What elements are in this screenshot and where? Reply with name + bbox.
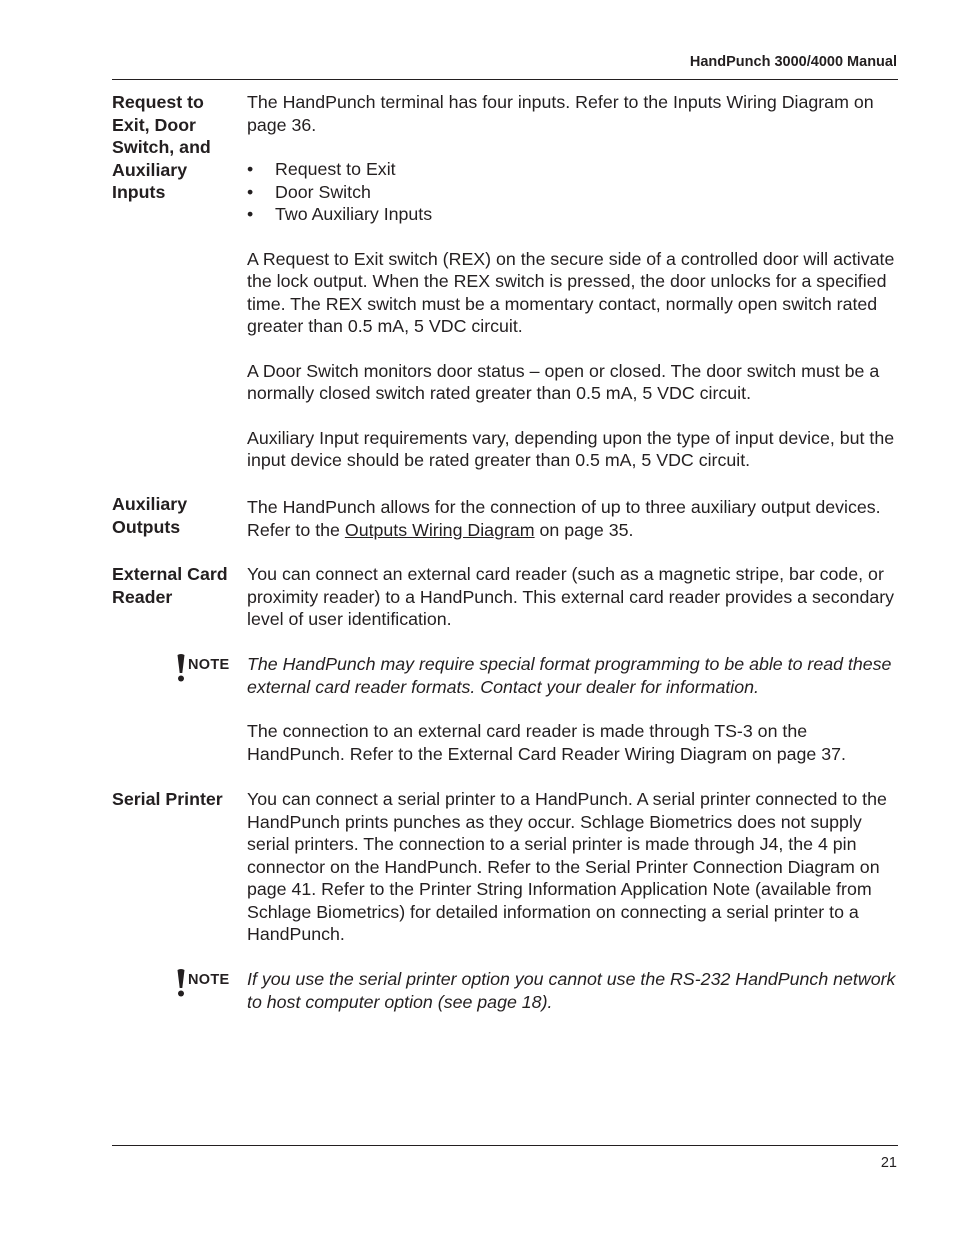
footer-rule: [112, 1145, 898, 1146]
note-text: The HandPunch may require special format programming to be able to read these external card reader formats. Contact your dealer for information.: [247, 654, 892, 697]
section-heading-outputs: Auxiliary Outputs: [112, 494, 188, 537]
card-reader-paragraph-1: You can connect an external card reader (such as a magnetic stripe, bar code, or proximity reader) to a HandPunch. This external card reader provides a secondary level of user identification.: [247, 564, 895, 629]
card-reader-paragraph-2: The connection to an external card reader is made through TS-3 on the HandPunch. Refer to the External Card Reader Wiring Diagram on page 37.: [247, 721, 846, 764]
note-marker: [176, 968, 246, 998]
exclamation-icon: [176, 968, 186, 998]
list-item: • Two Auxiliary Inputs: [247, 203, 902, 226]
section-body-inputs: [247, 91, 902, 472]
section-body-card-reader: [247, 563, 902, 631]
door-switch-paragraph: A Door Switch monitors door status – open or closed. The door switch must be a normally closed switch rated greater than 0.5 mA, 5 VDC circuit.: [247, 360, 880, 403]
rex-paragraph: A Request to Exit switch (REX) on the secure side of a controlled door will activate the lock output. When the REX switch is pressed, the door unlocks for a specified time. The REX switch must be a momentary contact, normally open switch rated greater than 0.5 mA, 5 VDC circuit.: [247, 248, 895, 336]
note-marker: [176, 653, 246, 683]
aux-input-paragraph: Auxiliary Input requirements vary, depending upon the type of input device, but the input device should be rated greater than 0.5 mA, 5 VDC circuit.: [247, 427, 895, 470]
list-item: • Request to Exit: [247, 158, 902, 181]
printer-paragraph: You can connect a serial printer to a HandPunch. A serial printer connected to the HandPunch prints punches as they occur. Schlage Biometrics does not supply serial printers. The connection to a serial printer is made through J4, the 4 pin connector on the HandPunch. Refer to the Serial Printer Connection Diagram on page 41. Refer to the Printer String Information Application Note (available from Schlage Biometrics) for detailed information on connecting a serial printer to a HandPunch.: [247, 789, 887, 944]
outputs-paragraph: [247, 496, 902, 541]
section-body-outputs: [247, 496, 902, 541]
note-label: NOTE: [188, 657, 230, 673]
inputs-intro: The HandPunch terminal has four inputs. Refer to the Inputs Wiring Diagram on page 36.: [247, 92, 874, 135]
outputs-text-after: on page 35.: [534, 519, 634, 540]
section-heading-inputs: Request to Exit, Door Switch, and Auxiliary Inputs: [112, 92, 211, 202]
exclamation-icon: [176, 653, 186, 683]
section-heading-printer: Serial Printer: [112, 789, 223, 809]
section-heading-card-reader: External Card Reader: [112, 564, 228, 607]
inputs-list: [247, 158, 902, 226]
list-item: • Door Switch: [247, 181, 902, 204]
page-number: 21: [880, 1155, 897, 1171]
header-rule: [112, 79, 898, 80]
section-body-printer: [247, 788, 902, 946]
note-label: NOTE: [188, 972, 230, 988]
outputs-text-before: The HandPunch allows for the connection of up to three auxiliary output devices. Refer to the: [247, 497, 881, 540]
manual-title: HandPunch 3000/4000 Manual: [689, 54, 897, 70]
note-text: If you use the serial printer option you cannot use the RS-232 HandPunch network to host computer option (see page 18).: [247, 969, 896, 1012]
outputs-wiring-diagram-link[interactable]: Outputs Wiring Diagram: [344, 519, 535, 540]
